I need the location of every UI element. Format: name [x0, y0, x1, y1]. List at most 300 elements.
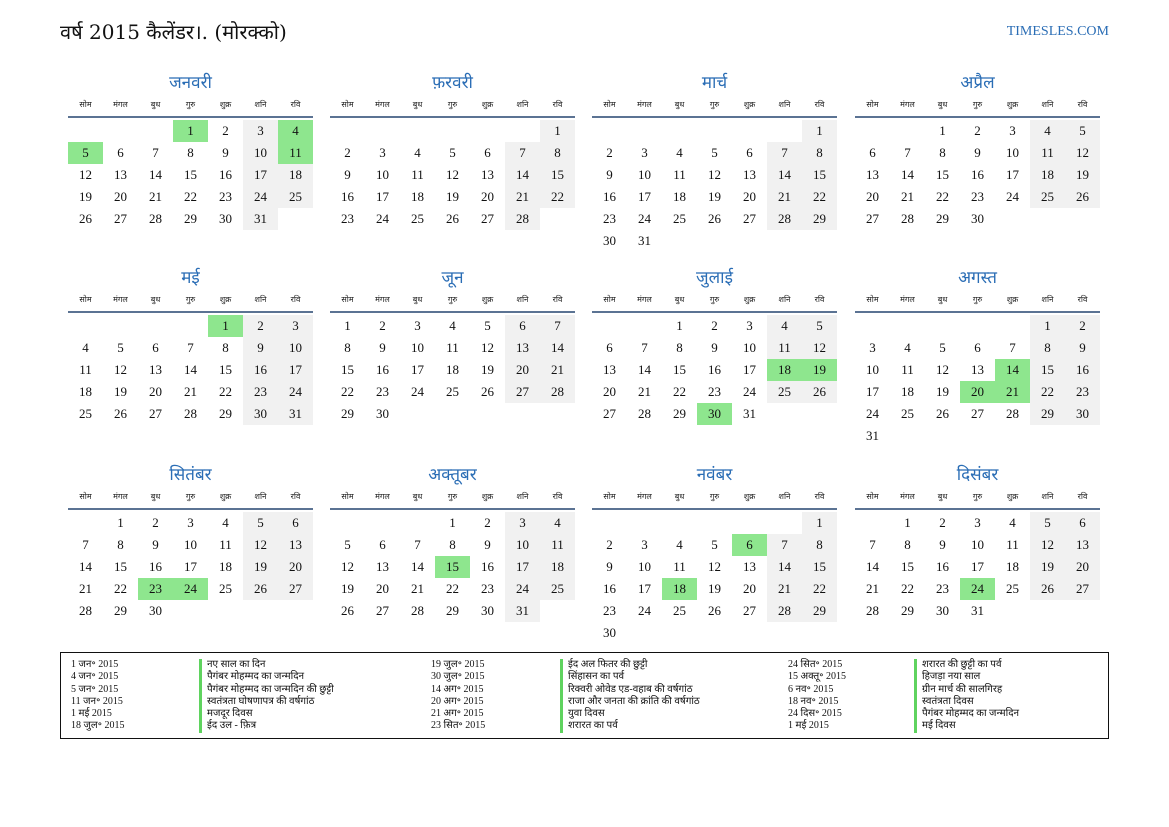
weekday-header: [68, 488, 313, 510]
day-cell: 25: [411, 211, 424, 226]
day-cell: 18: [1030, 164, 1065, 186]
day-cell: 5: [1065, 120, 1100, 142]
day-cell: 3: [641, 537, 648, 552]
day-cell: 12: [446, 167, 459, 182]
day-cell: 24: [278, 381, 313, 403]
day-cell: 31: [866, 428, 879, 443]
day-cell: 29: [446, 603, 459, 618]
day-cell: 4: [676, 537, 683, 552]
weekday-label: शुक्र: [481, 295, 494, 304]
day-cell: 10: [411, 340, 424, 355]
day-cell: 28: [540, 381, 575, 403]
day-cell: 29: [341, 406, 354, 421]
day-cell: 11: [278, 142, 313, 164]
day-cell: 28: [866, 603, 879, 618]
day-cell: 15: [540, 164, 575, 186]
day-cell: 27: [1065, 578, 1100, 600]
weekday-label: शुक्र: [743, 295, 756, 304]
day-cell: 22: [540, 186, 575, 208]
day-cell: 7: [505, 142, 540, 164]
day-cell: 10: [505, 534, 540, 556]
day-cell: 29: [802, 600, 837, 622]
months-grid: [68, 70, 1102, 640]
holiday-name: युवा दिवस: [560, 708, 700, 720]
day-cell: 5: [711, 145, 718, 160]
day-cell: 6: [278, 512, 313, 534]
day-cell: 7: [187, 340, 194, 355]
day-cell: 27: [149, 406, 162, 421]
blank-cell: [697, 120, 732, 142]
weekday-label: गुरु: [447, 492, 458, 501]
day-cell: 24: [505, 578, 540, 600]
day-cell: 17: [1006, 167, 1019, 182]
day-cell: 17: [971, 559, 984, 574]
day-cell: 13: [505, 337, 540, 359]
day-cell: 25: [673, 211, 686, 226]
day-cell: 2: [606, 145, 613, 160]
weekday-label: शनि: [778, 492, 791, 501]
day-cell: 26: [936, 406, 949, 421]
weekday-label: सोम: [603, 295, 616, 304]
weekday-label: मंगल: [637, 100, 652, 109]
day-cell: 2: [606, 537, 613, 552]
day-cell: 19: [481, 362, 494, 377]
day-cell: 1: [449, 515, 456, 530]
holiday-name: ईद अल फितर की छुट्टी: [560, 659, 700, 671]
day-cell: 4: [767, 315, 802, 337]
day-cell: 12: [1030, 534, 1065, 556]
weekday-header: [330, 291, 575, 313]
day-cell: 6: [606, 340, 613, 355]
month-calendar: [330, 265, 575, 425]
weekday-header: [592, 291, 837, 313]
day-cell: 3: [869, 340, 876, 355]
month-calendar: [855, 462, 1100, 622]
day-cell: 7: [767, 142, 802, 164]
month-calendar: [330, 70, 575, 230]
blank-cell: [592, 315, 627, 337]
day-cell: 13: [481, 167, 494, 182]
day-cell: 9: [606, 559, 613, 574]
day-cell: 5: [68, 142, 103, 164]
blank-cell: [662, 512, 697, 534]
month-name: मार्च: [701, 73, 728, 93]
day-grid: [68, 120, 313, 230]
day-cell: 8: [802, 534, 837, 556]
day-cell: 16: [376, 362, 389, 377]
day-cell: 3: [379, 145, 386, 160]
blank-cell: [855, 315, 890, 337]
holiday-name: मजदूर दिवस: [199, 708, 334, 720]
weekday-label: सोम: [79, 100, 92, 109]
day-cell: 17: [638, 189, 651, 204]
day-cell: 5: [802, 315, 837, 337]
day-cell: 20: [505, 359, 540, 381]
weekday-label: बुध: [412, 492, 423, 501]
blank-cell: [732, 120, 767, 142]
holiday-names-col1: [199, 659, 334, 733]
day-grid: [592, 120, 837, 252]
weekday-label: मंगल: [375, 295, 390, 304]
day-cell: 7: [82, 537, 89, 552]
day-cell: 7: [540, 315, 575, 337]
weekday-label: रवि: [290, 100, 301, 109]
day-cell: 28: [1006, 406, 1019, 421]
day-cell: 6: [732, 534, 767, 556]
day-cell: 21: [995, 381, 1030, 403]
blank-cell: [505, 120, 540, 142]
weekday-label: मंगल: [900, 492, 915, 501]
site-link[interactable]: TIMESLES.COM: [1006, 24, 1109, 39]
blank-cell: [330, 120, 365, 142]
weekday-label: शनि: [254, 295, 267, 304]
day-cell: 15: [901, 559, 914, 574]
day-cell: 14: [767, 164, 802, 186]
day-cell: 6: [869, 145, 876, 160]
day-cell: 28: [767, 208, 802, 230]
holiday-dates-col3: [788, 659, 846, 733]
day-cell: 5: [484, 318, 491, 333]
day-cell: 15: [114, 559, 127, 574]
day-cell: 26: [1065, 186, 1100, 208]
month-name: सितंबर: [169, 465, 212, 485]
day-cell: 14: [638, 362, 651, 377]
blank-cell: [627, 315, 662, 337]
day-cell: 7: [1009, 340, 1016, 355]
day-cell: 10: [971, 537, 984, 552]
weekday-label: रवि: [552, 295, 563, 304]
weekday-label: बुध: [674, 100, 685, 109]
day-cell: 22: [446, 581, 459, 596]
holiday-name: राजा और जनता की क्रांति की वर्षगांठ: [560, 696, 700, 708]
day-cell: 16: [971, 167, 984, 182]
month-name: फ़रवरी: [432, 73, 473, 93]
month-name: जनवरी: [169, 73, 212, 93]
blank-cell: [138, 315, 173, 337]
day-cell: 20: [149, 384, 162, 399]
day-cell: 23: [603, 211, 616, 226]
day-cell: 16: [936, 559, 949, 574]
day-cell: 2: [152, 515, 159, 530]
day-cell: 28: [149, 211, 162, 226]
weekday-label: मंगल: [113, 492, 128, 501]
day-cell: 9: [243, 337, 278, 359]
blank-cell: [68, 120, 103, 142]
weekday-label: शनि: [516, 492, 529, 501]
day-cell: 4: [1009, 515, 1016, 530]
day-cell: 18: [767, 359, 802, 381]
holiday-date: 1 जन॰ 2015: [71, 659, 119, 670]
day-cell: 6: [117, 145, 124, 160]
weekday-label: बुध: [674, 295, 685, 304]
holiday-date: 19 जुल॰ 2015: [431, 659, 485, 670]
day-cell: 2: [484, 515, 491, 530]
day-cell: 24: [376, 211, 389, 226]
day-cell: 27: [114, 211, 127, 226]
blank-cell: [330, 512, 365, 534]
day-cell: 9: [711, 340, 718, 355]
weekday-label: रवि: [552, 100, 563, 109]
day-cell: 24: [411, 384, 424, 399]
holiday-name: नए साल का दिन: [199, 659, 334, 671]
month-name: जून: [441, 268, 464, 288]
day-cell: 8: [344, 340, 351, 355]
day-cell: 19: [708, 189, 721, 204]
day-cell: 16: [341, 189, 354, 204]
day-cell: 1: [1030, 315, 1065, 337]
day-cell: 18: [901, 384, 914, 399]
day-cell: 5: [1030, 512, 1065, 534]
weekday-label: रवि: [290, 492, 301, 501]
weekday-label: बुध: [412, 295, 423, 304]
weekday-label: सोम: [603, 100, 616, 109]
day-cell: 17: [184, 559, 197, 574]
day-cell: 19: [708, 581, 721, 596]
day-cell: 10: [184, 537, 197, 552]
day-cell: 9: [222, 145, 229, 160]
day-cell: 3: [641, 145, 648, 160]
weekday-label: बुध: [937, 492, 948, 501]
weekday-header: [592, 488, 837, 510]
day-cell: 15: [184, 167, 197, 182]
day-cell: 8: [117, 537, 124, 552]
day-cell: 23: [376, 384, 389, 399]
day-cell: 31: [743, 406, 756, 421]
month-calendar: [855, 265, 1100, 447]
day-cell: 23: [971, 189, 984, 204]
day-cell: 11: [673, 167, 686, 182]
month-calendar: [68, 462, 313, 622]
day-cell: 21: [901, 189, 914, 204]
day-grid: [592, 512, 837, 644]
blank-cell: [890, 315, 925, 337]
day-cell: 15: [936, 167, 949, 182]
holiday-name: ईद उल - फ़ित्र: [199, 720, 334, 732]
weekday-label: मंगल: [900, 100, 915, 109]
day-cell: 16: [149, 559, 162, 574]
month-name: नवंबर: [696, 465, 733, 485]
day-cell: 25: [1030, 186, 1065, 208]
month-name: जुलाई: [696, 268, 733, 288]
day-cell: 13: [149, 362, 162, 377]
day-cell: 22: [802, 578, 837, 600]
day-cell: 22: [341, 384, 354, 399]
day-cell: 15: [1030, 359, 1065, 381]
day-cell: 20: [960, 381, 995, 403]
day-cell: 23: [708, 384, 721, 399]
day-cell: 20: [278, 556, 313, 578]
day-cell: 17: [743, 362, 756, 377]
day-cell: 17: [376, 189, 389, 204]
weekday-header: [68, 291, 313, 313]
weekday-label: शनि: [1041, 295, 1054, 304]
day-cell: 26: [114, 406, 127, 421]
day-cell: 8: [187, 145, 194, 160]
day-cell: 1: [676, 318, 683, 333]
weekday-label: शनि: [254, 100, 267, 109]
weekday-label: सोम: [866, 492, 879, 501]
day-cell: 10: [743, 340, 756, 355]
day-cell: 22: [936, 189, 949, 204]
day-cell: 24: [960, 578, 995, 600]
weekday-label: रवि: [552, 492, 563, 501]
blank-cell: [400, 512, 435, 534]
day-cell: 14: [866, 559, 879, 574]
day-cell: 8: [904, 537, 911, 552]
day-cell: 16: [708, 362, 721, 377]
day-cell: 11: [1006, 537, 1019, 552]
weekday-label: शुक्र: [1006, 295, 1019, 304]
day-cell: 28: [638, 406, 651, 421]
weekday-label: सोम: [866, 100, 879, 109]
month-name: अक्तूबर: [428, 465, 477, 485]
weekday-label: गुरु: [709, 295, 720, 304]
day-cell: 1: [802, 120, 837, 142]
blank-cell: [995, 315, 1030, 337]
day-cell: 25: [673, 603, 686, 618]
day-cell: 18: [278, 164, 313, 186]
weekday-label: गुरु: [709, 492, 720, 501]
day-cell: 11: [540, 534, 575, 556]
weekday-label: बुध: [937, 100, 948, 109]
holiday-date: 5 जन॰ 2015: [71, 683, 119, 695]
day-cell: 25: [901, 406, 914, 421]
weekday-header: [592, 96, 837, 118]
day-cell: 16: [1065, 359, 1100, 381]
day-cell: 14: [767, 556, 802, 578]
day-cell: 23: [936, 581, 949, 596]
day-cell: 28: [767, 600, 802, 622]
day-cell: 18: [1006, 559, 1019, 574]
weekday-label: सोम: [341, 100, 354, 109]
blank-cell: [435, 120, 470, 142]
weekday-label: सोम: [341, 492, 354, 501]
day-cell: 26: [481, 384, 494, 399]
day-cell: 21: [184, 384, 197, 399]
day-cell: 7: [904, 145, 911, 160]
blank-cell: [173, 315, 208, 337]
day-cell: 23: [243, 381, 278, 403]
holiday-date: 18 जुल॰ 2015: [71, 720, 125, 732]
month-calendar: [592, 70, 837, 252]
weekday-label: सोम: [866, 295, 879, 304]
day-cell: 22: [114, 581, 127, 596]
blank-cell: [470, 120, 505, 142]
weekday-header: [330, 488, 575, 510]
day-cell: 5: [117, 340, 124, 355]
day-cell: 27: [743, 603, 756, 618]
day-cell: 26: [708, 211, 721, 226]
holiday-dates-col2: [431, 659, 485, 733]
day-cell: 29: [901, 603, 914, 618]
day-cell: 31: [971, 603, 984, 618]
day-cell: 12: [936, 362, 949, 377]
day-cell: 8: [449, 537, 456, 552]
day-cell: 9: [344, 167, 351, 182]
day-cell: 13: [743, 167, 756, 182]
weekday-label: गुरु: [447, 295, 458, 304]
day-cell: 2: [939, 515, 946, 530]
day-cell: 20: [376, 581, 389, 596]
day-cell: 6: [152, 340, 159, 355]
day-cell: 23: [1065, 381, 1100, 403]
day-cell: 25: [767, 381, 802, 403]
day-cell: 13: [1065, 534, 1100, 556]
weekday-label: शनि: [516, 100, 529, 109]
holiday-names-col2: [560, 659, 700, 733]
day-grid: [855, 315, 1100, 447]
weekday-label: शुक्र: [481, 492, 494, 501]
weekday-label: सोम: [603, 492, 616, 501]
blank-cell: [627, 512, 662, 534]
day-cell: 30: [936, 603, 949, 618]
day-cell: 29: [673, 406, 686, 421]
day-cell: 11: [901, 362, 914, 377]
day-cell: 16: [603, 189, 616, 204]
day-cell: 7: [414, 537, 421, 552]
day-cell: 30: [603, 625, 616, 640]
day-cell: 12: [79, 167, 92, 182]
day-grid: [330, 315, 575, 425]
day-cell: 8: [222, 340, 229, 355]
day-cell: 30: [697, 403, 732, 425]
day-cell: 31: [638, 233, 651, 248]
weekday-label: बुध: [412, 100, 423, 109]
day-cell: 11: [767, 337, 802, 359]
day-cell: 17: [638, 581, 651, 596]
day-cell: 23: [603, 603, 616, 618]
holiday-dates-col1: [71, 659, 124, 733]
day-cell: 12: [114, 362, 127, 377]
weekday-label: मंगल: [900, 295, 915, 304]
day-cell: 31: [243, 208, 278, 230]
day-cell: 3: [243, 120, 278, 142]
day-cell: 20: [481, 189, 494, 204]
day-cell: 21: [505, 186, 540, 208]
day-cell: 26: [79, 211, 92, 226]
day-cell: 5: [449, 145, 456, 160]
day-cell: 1: [117, 515, 124, 530]
day-grid: [330, 512, 575, 622]
day-cell: 23: [341, 211, 354, 226]
weekday-label: बुध: [937, 295, 948, 304]
day-cell: 6: [974, 340, 981, 355]
day-cell: 16: [481, 559, 494, 574]
weekday-label: सोम: [79, 295, 92, 304]
weekday-label: शुक्र: [219, 492, 232, 501]
holiday-date: 24 दिस॰ 2015: [788, 708, 842, 720]
day-cell: 20: [743, 189, 756, 204]
day-cell: 8: [939, 145, 946, 160]
holiday-date: 14 अग॰ 2015: [431, 683, 484, 695]
blank-cell: [732, 512, 767, 534]
day-cell: 6: [746, 145, 753, 160]
month-calendar: [68, 265, 313, 425]
day-cell: 8: [802, 142, 837, 164]
day-grid: [592, 315, 837, 425]
day-cell: 27: [603, 406, 616, 421]
weekday-label: रवि: [1077, 100, 1088, 109]
holiday-name: सिंहासन का पर्व: [560, 671, 700, 683]
weekday-label: गुरु: [972, 492, 983, 501]
weekday-label: शुक्र: [1006, 100, 1019, 109]
day-grid: [68, 512, 313, 622]
day-cell: 28: [505, 208, 540, 230]
day-cell: 12: [708, 559, 721, 574]
weekday-label: रवि: [1077, 295, 1088, 304]
weekday-header: [330, 96, 575, 118]
day-cell: 20: [866, 189, 879, 204]
